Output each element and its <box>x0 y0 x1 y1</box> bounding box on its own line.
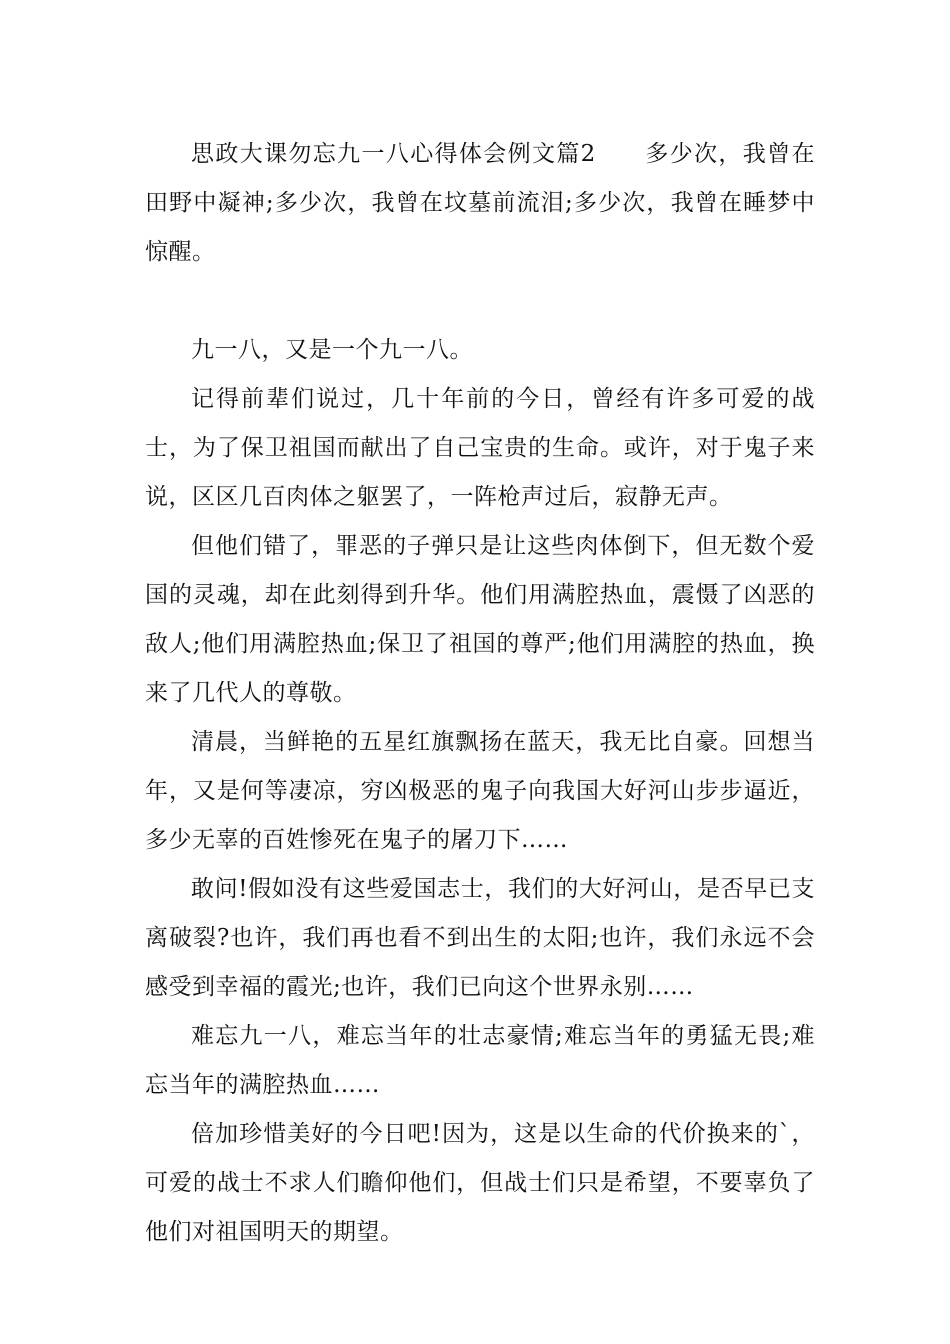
paragraph-6: 难忘九一八，难忘当年的壮志豪情;难忘当年的勇猛无畏;难忘当年的满腔热血…… <box>145 1023 815 1098</box>
paragraph-7: 倍加珍惜美好的今日吧!因为，这是以生命的代价换来的`，可爱的战士不求人们瞻仰他们，但战士们只是希望，不要辜负了他们对祖国明天的期望。 <box>145 1121 815 1245</box>
paragraph-5: 敢问!假如没有这些爱国志士，我们的大好河山，是否早已支离破裂?也许，我们再也看不到出生的太阳;也许，我们永远不会感受到幸福的霞光;也许，我们已向这个世界永别…… <box>145 876 815 1000</box>
paragraph-2: 记得前辈们说过，几十年前的今日，曾经有许多可爱的战士，为了保卫祖国而献出了自己宝贵的生命。或许，对于鬼子来说，区区几百肉体之躯罢了，一阵枪声过后，寂静无声。 <box>145 386 815 510</box>
document-body <box>145 130 815 1257</box>
paragraph-3: 但他们错了，罪恶的子弹只是让这些肉体倒下，但无数个爱国的灵魂，却在此刻得到升华。他们用满腔热血，震慑了凶恶的敌人;他们用满腔热血;保卫了祖国的尊严;他们用满腔的热血，换来了几代人的尊敬。 <box>145 533 815 706</box>
paragraph-1: 九一八，又是一个九一八。 <box>191 337 473 363</box>
paragraph-4: 清晨，当鲜艳的五星红旗飘扬在蓝天，我无比自豪。回想当年，又是何等凄凉，穷凶极恶的鬼子向我国大好河山步步逼近，多少无辜的百姓惨死在鬼子的屠刀下…… <box>145 729 815 853</box>
paragraph-title-intro: 思政大课勿忘九一八心得体会例文篇2 多少次，我曾在田野中凝神;多少次，我曾在坟墓前流泪;多少次，我曾在睡梦中惊醒。 <box>145 141 815 265</box>
